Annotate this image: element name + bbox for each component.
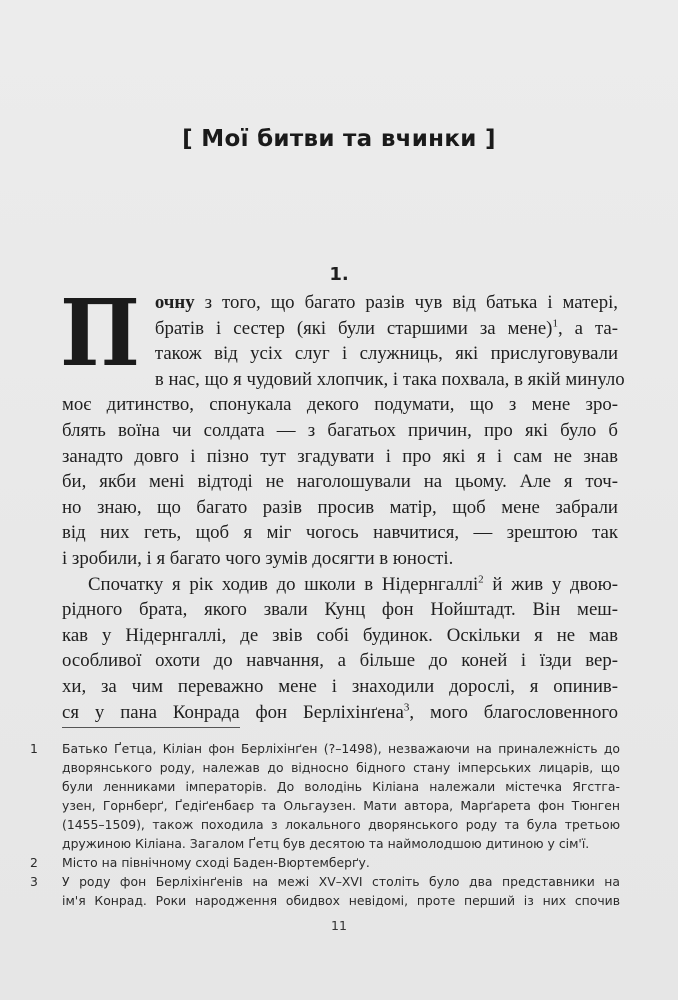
paragraph-1: [60, 279, 625, 572]
text-line: моє дитинство, спонукала декого подумати, що з мене зро-: [62, 394, 618, 416]
chapter-title: [ Мої битви та вчинки ]: [182, 126, 496, 152]
text-line: рідного брата, якого звали Кунц фон Нойштадт. Він меш-: [62, 599, 618, 621]
text-line: братів і сестер (які були старшими за мене)$^1$, а та-: [154, 317, 618, 339]
text-line: особливої охоти до навчання, а більше до коней і їзди вер-: [62, 650, 618, 672]
footnote-number: 1: [30, 741, 38, 756]
text-line: Спочатку я рік ходив до школи в Нідернгаллі$^2$ й жив у двою-: [88, 573, 618, 595]
text-line: блять воїна чи солдата — з багатьох причин, про які було б: [62, 419, 618, 441]
footnote-2: 2 Місто на північному сході Баден-Вюртемберґу.: [30, 855, 370, 870]
text-line: хи, за чим переважно мене і знаходили дорослі, я опинив-: [62, 675, 618, 697]
text-line: кав у Нідернгаллі, де звів собі будинок. Оскільки я не мав: [62, 624, 618, 646]
body-text: [60, 279, 625, 725]
page-number: 11: [331, 918, 347, 933]
footnote-separator: [62, 727, 240, 728]
text-line: очну з того, що багато разів чув від батька і матері,: [154, 292, 618, 313]
footnote-number: 2: [30, 855, 38, 870]
drop-cap: П: [60, 279, 140, 387]
text-line: занадто довго і пізно тут згадувати і про які я і сам не знав: [62, 445, 618, 467]
footnote-ref[interactable]: 3: [403, 701, 410, 714]
text-line: і зробили, і я багато чого зумів досягти в юності.: [62, 547, 454, 569]
text-line: би, якби мені відтоді не наголошували на цьому. Але я точ-: [62, 471, 618, 493]
text-line: в нас, що я чудовий хлопчик, і така похвала, в якій минуло: [154, 368, 625, 390]
first-word: очну: [154, 292, 195, 313]
footnote-ref[interactable]: 1: [552, 317, 558, 330]
footnote-ref[interactable]: 2: [478, 573, 484, 586]
section-number: 1.: [329, 264, 349, 285]
text-line: також від усіх слуг і служниць, які прислуговували: [154, 343, 618, 365]
paragraph-2: [62, 572, 618, 726]
text-line: від них геть, щоб я міг чогось навчитися, — зрештою так: [62, 522, 618, 544]
text-line: ся у пана Конрада фон Берліхінґена$^3$, мого благословенного: [62, 701, 618, 723]
footnote-1: 1 Батько Ґетца, Кіліан фон Берліхінґен (?–1498), незважаючи на приналежність до дворянського роду, належав до відносно бідного стану імперських лицарів, що були ленниками імператорів. До володінь Кіліана належали містечка Ягстга- узен, Горнберґ, Ґедіґенбаєр та Ольгаузен. Мати автора, Марґарета фон Тюнген (1455–1509), також походила з локального дворянського роду та була третьою дружиною Кіліана. Загалом Ґетц був десятою та наймолодшою дитиною у сім'ї.: [30, 741, 620, 851]
text-line: но знаю, що багато разів просив матір, щоб мене забрали: [62, 496, 618, 518]
footnote-number: 3: [30, 874, 38, 889]
footnote-3: 3 У роду фон Берліхінґенів на межі XV–XVI століть було два представники на ім'я Конрад. Роки народження обидвох невідомі, проте перший із них спочив: [30, 874, 620, 908]
footnotes: [30, 739, 620, 910]
